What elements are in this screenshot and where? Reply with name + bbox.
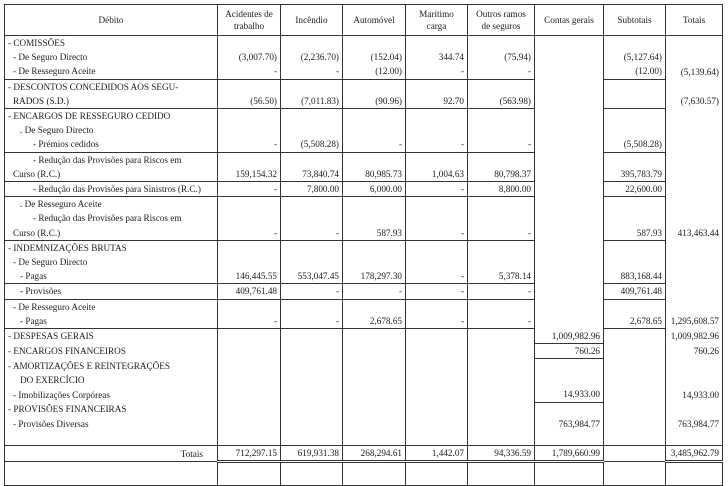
cell-maritimo: - <box>406 64 468 79</box>
header-incendio: Incêndio <box>281 5 343 36</box>
table-row <box>5 64 723 79</box>
header-totais: Totais <box>666 5 723 36</box>
cell-automovel: 2,678.65 <box>343 314 406 329</box>
row-label: - De Seguro Directo <box>5 255 218 269</box>
table-row <box>5 226 723 241</box>
cell-outros: - <box>468 137 535 152</box>
cell-maritimo: - <box>406 269 468 284</box>
table-row <box>5 329 723 344</box>
row-label: - Provisões Diversas <box>5 417 218 431</box>
cell-automovel: (90.96) <box>343 94 406 109</box>
cell-acidentes: - <box>218 314 281 329</box>
cell-acidentes: - <box>218 64 281 79</box>
table-row <box>5 358 723 373</box>
cell-subtotais: (5,508.28) <box>604 137 666 152</box>
table-row <box>5 137 723 152</box>
total-maritimo: 1,442.07 <box>406 446 468 462</box>
cell-incendio: 553,047.45 <box>281 269 343 284</box>
cell-incendio: - <box>281 64 343 79</box>
cell-subtotais: 395,783.79 <box>604 167 666 182</box>
cell-incendio: - <box>281 314 343 329</box>
cell-outros: 5,378.14 <box>468 269 535 284</box>
row-label: - AMORTIZAÇÕES E REINTEGRAÇÕES <box>5 358 218 373</box>
cell-outros: (75.94) <box>468 50 535 64</box>
cell-outros: - <box>468 226 535 241</box>
row-label: Curso (R.C.) <box>5 226 218 241</box>
cell-totais: (5,139.64) <box>666 64 723 79</box>
table-row <box>5 36 723 51</box>
debit-table-sheet <box>4 4 722 468</box>
table-row <box>5 314 723 329</box>
cell-totais: (7,630.57) <box>666 94 723 109</box>
cell-automovel: 6,000.00 <box>343 182 406 197</box>
total-automovel: 268,294.61 <box>343 446 406 462</box>
row-label: - Provisões <box>5 284 218 299</box>
row-label: - PROVISÕES FINANCEIRAS <box>5 402 218 417</box>
cell-outros: 80,798.37 <box>468 167 535 182</box>
cell-totais: 760.26 <box>666 343 723 358</box>
cell-acidentes: - <box>218 182 281 197</box>
cell-maritimo: - <box>406 182 468 197</box>
cell-maritimo: - <box>406 226 468 241</box>
cell-maritimo: 1,004.63 <box>406 167 468 182</box>
row-label: . De Resseguro Aceite <box>5 197 218 212</box>
cell-incendio: 7,800.00 <box>281 182 343 197</box>
row-label: - DESCONTOS CONCEDIDOS AOS SEGU- <box>5 79 218 94</box>
total-totais: 3,485,962.79 <box>666 446 723 462</box>
header-maritimo: Marítimo carga <box>406 5 468 36</box>
table-row <box>5 387 723 402</box>
cell-acidentes: (56.50) <box>218 94 281 109</box>
table-row <box>5 182 723 197</box>
table-row <box>5 284 723 299</box>
row-label: DO EXERCÍCIO <box>5 373 218 387</box>
cell-outros: - <box>468 314 535 329</box>
cell-automovel: 587.93 <box>343 226 406 241</box>
cell-automovel: 178,297.30 <box>343 269 406 284</box>
cell-subtotais: 409,761.48 <box>604 284 666 299</box>
table-row <box>5 109 723 124</box>
totals-row <box>5 446 723 462</box>
row-label: - ENCARGOS DE RESSEGURO CEDIDO <box>5 109 218 124</box>
cell-totais: 413,463.44 <box>666 226 723 241</box>
row-label: - COMISSÕES <box>5 36 218 51</box>
footer-row <box>5 462 723 486</box>
cell-incendio: 73,840.74 <box>281 167 343 182</box>
cell-acidentes: 409,761.48 <box>218 284 281 299</box>
cell-subtotais: 587.93 <box>604 226 666 241</box>
cell-automovel: - <box>343 137 406 152</box>
header-acidentes: Acidentes de trabalho <box>218 5 281 36</box>
cell-contas: 1,009,982.96 <box>535 329 604 344</box>
row-label: - ENCARGOS FINANCEIROS <box>5 343 218 358</box>
spacer-row <box>5 431 723 446</box>
cell-automovel: - <box>343 284 406 299</box>
row-label: - DESPESAS GERAIS <box>5 329 218 344</box>
row-label: - Redução das Provisões para Riscos em <box>5 211 218 225</box>
cell-contas: 760.26 <box>535 343 604 358</box>
cell-totais: 14,933.00 <box>666 387 723 402</box>
cell-automovel: (12.00) <box>343 64 406 79</box>
total-acidentes: 712,297.15 <box>218 446 281 462</box>
table-row <box>5 197 723 212</box>
header-subtotais: Subtotais <box>604 5 666 36</box>
cell-totais: 1,009,982.96 <box>666 329 723 344</box>
total-outros: 94,336.59 <box>468 446 535 462</box>
cell-totais: 1,295,608.57 <box>666 314 723 329</box>
cell-maritimo: 92.70 <box>406 94 468 109</box>
cell-incendio: - <box>281 284 343 299</box>
cell-acidentes: 159,154.32 <box>218 167 281 182</box>
cell-outros: - <box>468 284 535 299</box>
row-label: - Pagas <box>5 314 218 329</box>
cell-subtotais: 22,600.00 <box>604 182 666 197</box>
cell-acidentes: - <box>218 137 281 152</box>
row-label: - De Resseguro Aceite <box>5 64 218 79</box>
cell-incendio: (5,508.28) <box>281 137 343 152</box>
cell-subtotais: (5,127.64) <box>604 50 666 64</box>
totals-label: Totais <box>5 446 218 462</box>
row-label: - INDEMNIZAÇÕES BRUTAS <box>5 240 218 255</box>
table-row <box>5 79 723 94</box>
total-contas: 1,789,660.99 <box>535 446 604 462</box>
cell-incendio: (2,236.70) <box>281 50 343 64</box>
cell-automovel: 80,985.73 <box>343 167 406 182</box>
table-row <box>5 211 723 225</box>
table-row <box>5 167 723 182</box>
header-outros: Outros ramos de seguros <box>468 5 535 36</box>
header-automovel: Automóvel <box>343 5 406 36</box>
table-row <box>5 255 723 269</box>
table-row <box>5 123 723 137</box>
cell-totais: 763,984.77 <box>666 417 723 431</box>
row-label: - De Resseguro Aceite <box>5 299 218 314</box>
cell-subtotais: (12.00) <box>604 64 666 79</box>
cell-maritimo: 344.74 <box>406 50 468 64</box>
row-label: Curso (R.C.) <box>5 167 218 182</box>
table-row <box>5 417 723 431</box>
table-row <box>5 343 723 358</box>
table-row <box>5 94 723 109</box>
table-row <box>5 402 723 417</box>
table-row <box>5 269 723 284</box>
row-label: - Pagas <box>5 269 218 284</box>
row-label: - Redução das Provisões para Riscos em <box>5 152 218 167</box>
cell-maritimo: - <box>406 314 468 329</box>
cell-acidentes: 146,445.55 <box>218 269 281 284</box>
row-label: - Prémios cedidos <box>5 137 218 152</box>
cell-incendio: - <box>281 226 343 241</box>
table-row <box>5 299 723 314</box>
cell-outros: (563.98) <box>468 94 535 109</box>
row-label: - De Seguro Directo <box>5 50 218 64</box>
cell-contas: 763,984.77 <box>535 417 604 431</box>
row-label: . De Seguro Directo <box>5 123 218 137</box>
row-label: - Redução das Provisões para Sinistros (R.C.) <box>5 182 218 197</box>
cell-automovel: (152.04) <box>343 50 406 64</box>
cell-subtotais: 883,168.44 <box>604 269 666 284</box>
cell-maritimo: - <box>406 284 468 299</box>
cell-subtotais: 2,678.65 <box>604 314 666 329</box>
cell-acidentes: (3,007.70) <box>218 50 281 64</box>
cell-acidentes: - <box>218 226 281 241</box>
header-contas: Contas gerais <box>535 5 604 36</box>
table-row <box>5 240 723 255</box>
row-label: RADOS (S.D.) <box>5 94 218 109</box>
cell-contas: 14,933.00 <box>535 387 604 402</box>
header-row <box>5 5 723 36</box>
row-label: - Imobilizações Corpóreas <box>5 387 218 402</box>
header-debito: Débito <box>5 5 218 36</box>
cell-outros: - <box>468 64 535 79</box>
cell-outros: 8,800.00 <box>468 182 535 197</box>
debit-table <box>4 4 723 486</box>
cell-incendio: (7,011.83) <box>281 94 343 109</box>
table-row <box>5 152 723 167</box>
total-incendio: 619,931.38 <box>281 446 343 462</box>
table-row <box>5 50 723 64</box>
table-row <box>5 373 723 387</box>
cell-maritimo: - <box>406 137 468 152</box>
